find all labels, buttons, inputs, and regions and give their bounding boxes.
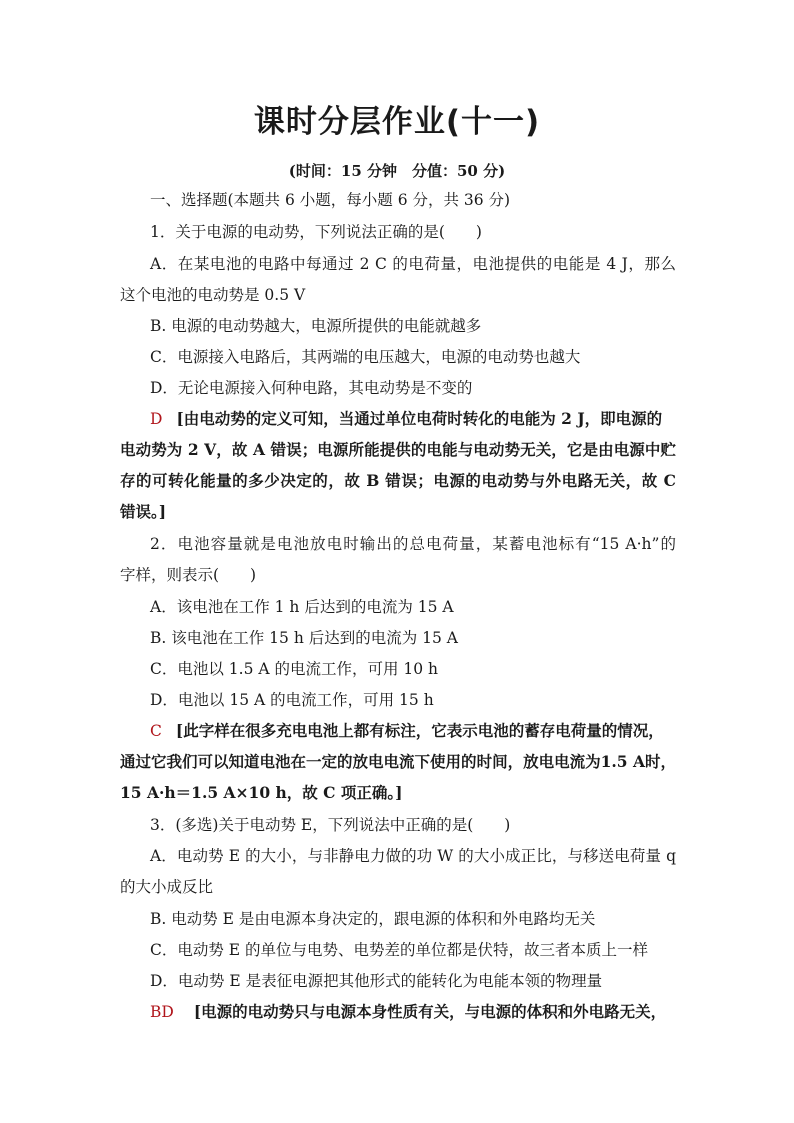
- q3-option-a-line-2: 的大小成反比: [120, 878, 214, 896]
- section-heading: 一、选择题(本题共 6 小题，每小题 6 分，共 36 分): [150, 191, 511, 209]
- q3-option-c: C．电动势 E 的单位与电势、电势差的单位都是伏特，故三者本质上一样: [150, 941, 649, 959]
- question-2-stem-line-2: 字样，则表示( ): [120, 566, 257, 584]
- page-title: 课时分层作业(十一): [253, 104, 541, 140]
- q2-option-a: A．该电池在工作 1 h 后达到的电流为 15 A: [150, 598, 454, 616]
- q1-explanation-line-2: 电动势为 2 V，故 A 错误；电源所能提供的电能与电动势无关，它是由电源中贮: [120, 440, 676, 459]
- q2-option-b: B. 该电池在工作 15 h 后达到的电流为 15 A: [150, 629, 459, 647]
- q3-explanation-line-1: BD [电源的电动势只与电源本身性质有关，与电源的体积和外电路无关，: [150, 1002, 667, 1021]
- q1-answer: D: [150, 410, 163, 428]
- question-3-stem: 3．(多选)关于电动势 E，下列说法中正确的是( ): [150, 816, 511, 834]
- q1-option-c: C．电源接入电路后，其两端的电压越大，电源的电动势也越大: [150, 348, 581, 366]
- q3-answer: BD: [150, 1003, 174, 1021]
- q1-explanation-line-3: 存的可转化能量的多少决定的，故 B 错误；电源的电动势与外电路无关，故 C: [120, 471, 676, 490]
- q1-option-b: B. 电源的电动势越大，电源所提供的电能就越多: [150, 317, 482, 335]
- q3-option-a-line-1: A．电动势 E 的大小，与非静电力做的功 W 的大小成正比，与移送电荷量 q: [150, 847, 676, 865]
- q2-option-c: C．电池以 1.5 A 的电流工作，可用 10 h: [150, 660, 439, 678]
- q2-option-d: D．电池以 15 A 的电流工作，可用 15 h: [150, 691, 434, 709]
- question-2-stem-line-1: 2．电池容量就是电池放电时输出的总电荷量，某蓄电池标有“15 A·h”的: [150, 535, 676, 553]
- q3-option-b: B. 电动势 E 是由电源本身决定的，跟电源的体积和外电路均无关: [150, 910, 596, 928]
- q2-explanation-line-2: 通过它我们可以知道电池在一定的放电电流下使用的时间，放电电流为1.5 A时，: [120, 752, 676, 771]
- q1-option-d: D．无论电源接入何种电路，其电动势是不变的: [150, 379, 473, 397]
- question-1-stem: 1．关于电源的电动势，下列说法正确的是( ): [150, 223, 482, 241]
- q1-explanation-line-1: D [由电动势的定义可知，当通过单位电荷时转化的电能为 2 J，即电源的: [150, 409, 663, 428]
- q2-answer: C: [150, 722, 162, 740]
- q2-explanation-line-1: C [此字样在很多充电电池上都有标注，它表示电池的蓄存电荷量的情况，: [150, 721, 664, 740]
- q2-explanation-line-3: 15 A·h＝1.5 A×10 h，故 C 项正确。]: [120, 783, 403, 802]
- q1-option-a-line-2: 这个电池的电动势是 0.5 V: [120, 286, 306, 304]
- q1-explanation-line-4: 错误。]: [120, 502, 167, 521]
- q3-option-d: D．电动势 E 是表征电源把其他形式的能转化为电能本领的物理量: [150, 972, 603, 990]
- q1-option-a-line-1: A．在某电池的电路中每通过 2 C 的电荷量，电池提供的电能是 4 J，那么: [150, 255, 676, 273]
- exam-meta: (时间：15 分钟 分值：50 分): [288, 162, 506, 180]
